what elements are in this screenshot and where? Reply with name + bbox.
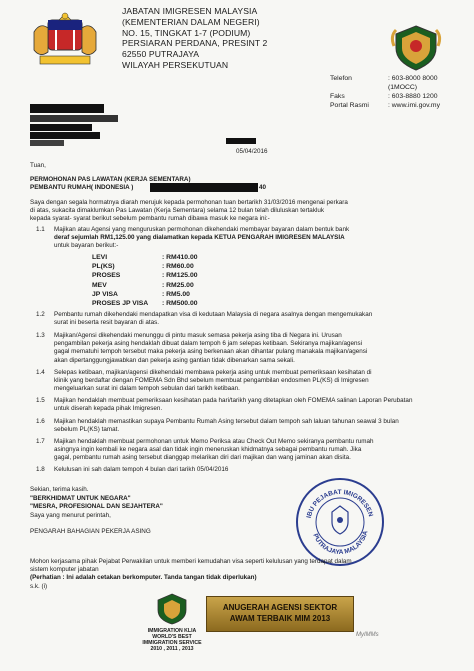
condition-item [54,332,367,365]
salutation: Tuan, [30,162,46,169]
stamp-bottom-text: PUTRAJAYA MALAYSIA [311,530,370,557]
contact-label [330,83,388,92]
text-line: di atas, sukacita dimaklumkan Pas Lawatan (Kerja Sementara) selama 12 bulan telah diluluskan tertakluk [30,207,325,215]
item-number: 1.5 [36,397,45,404]
text-line: Saya dengan segala hormatnya diarah merujuk kepada permohonan tuan bertarikh 31/03/2016 mengenai perkara [30,199,348,206]
text-line: s.k. (i) [30,582,48,590]
text-line: Majikan hendaklah membuat permohonan untuk Memo Periksa atau Check Out Memo sekiranya pembantu rumah [54,438,374,445]
condition-item [54,466,228,474]
award-emblem [150,592,194,626]
text-line: pengambilan pekerja asing hendaklah dibuat dalam tempoh 6 jam selepas ketibaan. Sekiranya majikan/agensi [54,340,363,348]
header-line: (KEMENTERIAN DALAM NEGERI) [122,16,260,27]
redacted-block [30,132,100,139]
text-line: Majikan hendaklah membuat pemeriksaan kesihatan pada hari/tarikh yang ditetapkan oleh FOMEMA salinan Laporan Perubatan [54,397,413,404]
fee-table [92,253,198,308]
text-line: kepada syarat- syarat berikut sebelum pembantu rumah dibawa masuk ke negara ini:- [30,215,270,223]
redacted-block [30,140,64,146]
subject-line: PERMOHONAN PAS LAWATAN (KERJA SEMENTARA) [30,176,191,183]
item-number: 1.7 [36,438,45,445]
banner-line: ANUGERAH AGENSI SEKTOR [222,603,338,612]
fee-amount: : RM500.00 [162,300,198,308]
fee-amount: : RM5.00 [162,290,190,298]
item-number: 1.8 [36,466,45,473]
award-banner [206,596,354,632]
text-line: sebelum PL(KS) tamat. [54,426,120,434]
fee-label: PL(KS) [92,263,115,271]
text-line: untuk diserah kepada pihak Imigresen. [54,405,163,413]
text-line: deraf sejumlah RM1,125.00 yang dialamatkan kepada KETUA PENGARAH IMIGRESEN MALAYSIA [54,234,345,242]
closing-block [30,486,163,520]
text-line: Majikan/Agensi dikehendaki menunggu di pintu masuk semasa pekerja asing tiba di Negara ini. Urusan [54,332,342,339]
agency-address-block [122,6,267,71]
text-line: klinik yang berdaftar dengan FOMEMA Sdn Bhd sebelum membuat pengambilan endosmen PL(KS) di Imigresen [54,377,369,385]
note-block [30,558,352,591]
condition-item [54,311,372,327]
text-line: "BERKHIDMAT UNTUK NEGARA" [30,494,131,502]
header-line: PERSIARAN PERDANA, PRESINT 2 [122,38,268,49]
contact-value: : 603-8000 8000 [388,75,438,82]
fee-amount: : RM410.00 [162,254,198,261]
system-signature: MyIMMs [356,632,379,638]
svg-text:IBU PEJABAT IMIGRESEN [306,489,374,519]
fee-label: MEV [92,281,107,289]
item-number: 1.3 [36,332,45,339]
contact-value: (1MOCC) [388,84,418,91]
intro-paragraph [30,199,348,224]
text-line: Mohon kerjasama pihak Pejabat Perwakilan untuk memberi kemudahan visa seperti kelulusan yang terdapat dalam [30,558,352,565]
text-line: IMMIGRATION KLIA [147,628,197,634]
item-number: 1.1 [36,226,45,233]
text-line: 2010 , 2011 , 2013 [150,646,194,652]
text-line: Saya yang menurut perintah, [30,511,111,519]
fee-amount: : RM125.00 [162,272,198,280]
fee-label: PROSES [92,272,121,280]
header-line: 62550 PUTRAJAYA [122,49,200,60]
signatory: PENGARAH BAHAGIAN PEKERJA ASING [30,528,151,535]
fee-amount: : RM60.00 [162,263,194,271]
redacted-block [30,104,104,113]
text-line: "MESRA, PROFESIONAL DAN SEJAHTERA" [30,503,163,511]
text-line: Majikan hendaklah memastikan supaya Pembantu Rumah Asing tersebut dalam tempoh sah laluan tahunan seawal 3 bulan [54,418,399,425]
contact-label: Faks [330,93,345,100]
text-line: surat ini beserta resit bayaran di atas. [54,319,160,327]
official-stamp [296,478,384,566]
redacted-block [150,183,258,192]
text-line: WORLD'S BEST [152,634,192,640]
text-line: Majikan atau Agensi yang menguruskan permohonan dikehendaki membayar bayaran dalam bentuk bank [54,226,350,233]
fee-amount: : RM25.00 [162,281,194,289]
header-line: JABATAN IMIGRESEN MALAYSIA [122,6,258,16]
fee-label: JP VISA [92,290,118,298]
contact-label: Portal Rasmi [330,102,369,109]
text-line: Selepas ketibaan, majikan/agensi dikehendaki membawa pekerja asing untuk membuat pemeriksaan kesihatan di [54,369,372,376]
header-line: NO. 15, TINGKAT 1-7 (PODIUM) [122,27,251,38]
text-line: gagal, pembantu rumah asing tersebut dianggap melarikan diri dari majikan dan wang jaminan akan disita. [54,454,351,462]
text-line: mengeluarkan surat ini dalam tempoh sebulan dari tarikh ketibaan. [54,385,240,393]
redacted-block [30,124,92,131]
text-line: gagal mematuhi tempoh tersebut maka pekerja asing berkenaan akan dihantar pulang manakala majikan/agensi [54,348,368,356]
banner-line: AWAM TERBAIK MIM 2013 [229,614,331,623]
immigration-logo [388,24,444,72]
condition-item [54,438,374,463]
stamp-top-text: IBU PEJABAT IMIGRESEN [305,488,375,519]
text-line: untuk bayaran berikut:- [54,242,119,250]
fee-label: LEVI [92,254,108,261]
condition-item [54,418,399,434]
contact-value: : www.imi.gov.my [388,102,440,109]
contact-info [330,74,474,110]
condition-item [54,226,349,251]
malaysia-crest-logo [28,12,102,70]
item-number: 1.2 [36,311,45,318]
item-number: 1.4 [36,369,45,376]
condition-item [54,397,412,413]
text-line: asingnya ingin kembali ke negara asal dan tidak ingin meneruskan khidmatnya sebagai pembantu rumah. Jika [54,446,362,454]
condition-item [54,369,371,394]
subject-line: PEMBANTU RUMAH( INDONESIA ) [30,184,134,191]
text-line: (Perhatian : Ini adalah cetakan berkomputer. Tanda tangan tidak diperlukan) [30,574,257,582]
item-number: 1.6 [36,418,45,425]
text-line: Kelulusan ini sah dalam tempoh 4 bulan dari tarikh 05/04/2016 [54,466,229,473]
subject-line-tail: 40 [259,184,267,191]
text-line: sistem komputer jabatan [30,566,99,574]
redacted-block [226,138,256,144]
contact-label: Telefon [330,75,352,82]
contact-value: : 603-8880 1200 [388,93,438,100]
text-line: Pembantu rumah dikehendaki mendapatkan visa di kedutaan Malaysia di negara asalnya dengan mengemukakan [54,311,373,318]
letter-date: 05/04/2016 [236,148,268,155]
redacted-block [30,115,118,122]
header-line: WILAYAH PERSEKUTUAN [122,59,229,70]
fee-label: PROSES JP VISA [92,300,149,308]
text-line: akan dipertanggungjawabkan dan pekerja asing gantian tidak dibenarkan sama sekali. [54,356,295,364]
text-line: Sekian, terima kasih. [30,486,89,493]
text-line: IMMIGRATION SERVICE [142,640,202,646]
